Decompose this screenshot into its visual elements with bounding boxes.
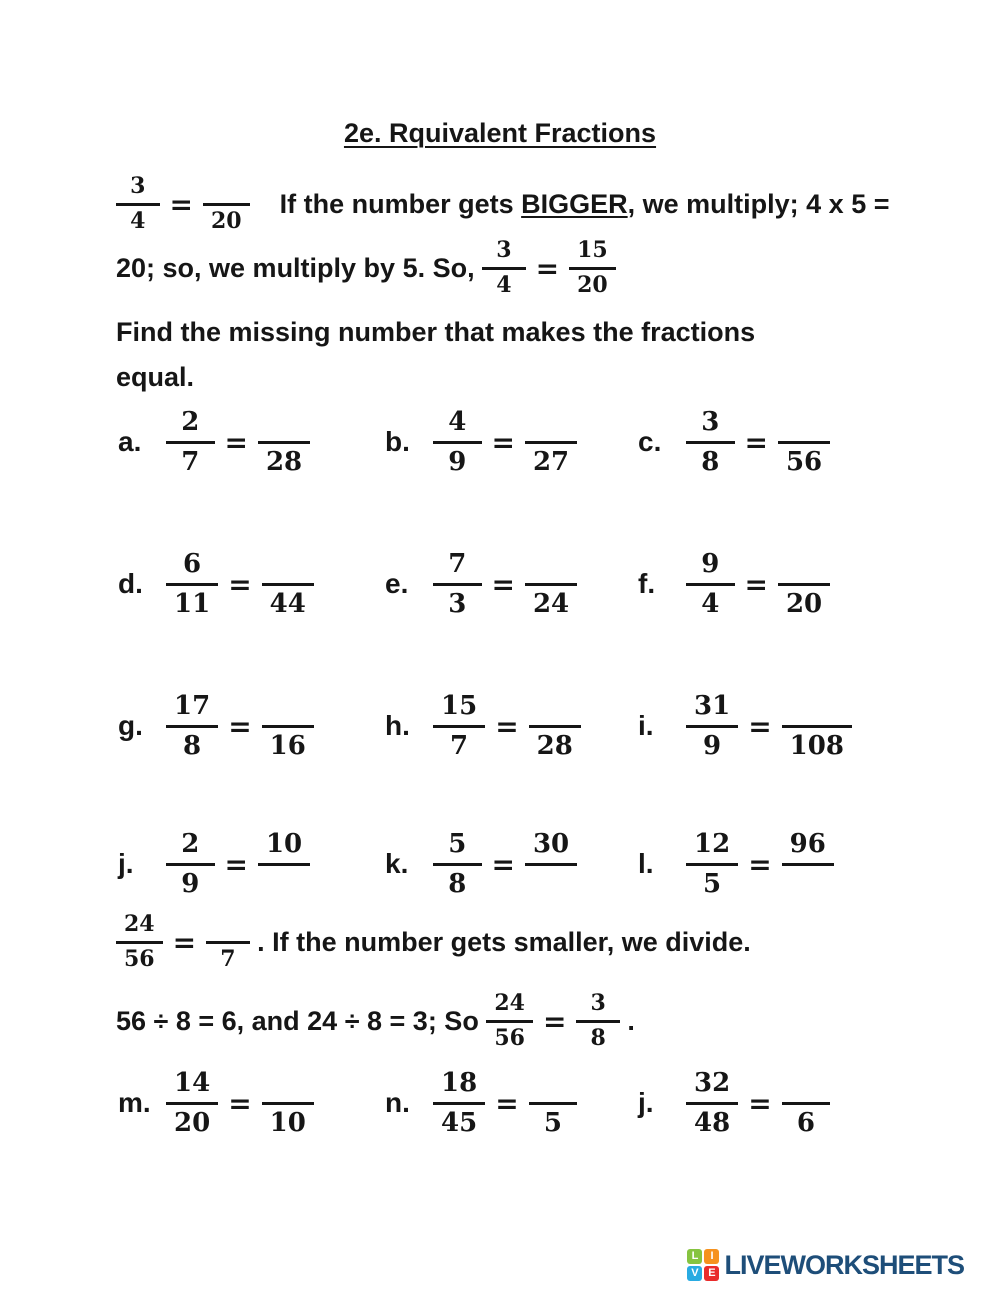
equals-sign: = bbox=[744, 567, 768, 601]
divide-result-right-denominator: 8 bbox=[590, 1024, 606, 1051]
answer-denominator: 6 bbox=[796, 1107, 815, 1138]
answer-fraction bbox=[262, 1068, 314, 1138]
equals-sign: = bbox=[172, 925, 197, 959]
problem-h bbox=[385, 691, 638, 761]
example-fraction bbox=[116, 174, 160, 235]
divide-line-2 bbox=[116, 991, 635, 1052]
given-fraction bbox=[433, 407, 482, 477]
given-fraction bbox=[686, 829, 738, 899]
given-fraction bbox=[166, 407, 215, 477]
given-fraction bbox=[433, 829, 482, 899]
intro-result-right-denominator: 20 bbox=[577, 271, 608, 298]
problem-m bbox=[118, 1068, 385, 1138]
divide-fraction bbox=[116, 912, 163, 973]
answer-fraction bbox=[262, 549, 314, 619]
answer-fraction bbox=[529, 1068, 578, 1138]
given-denominator: 8 bbox=[183, 730, 202, 761]
intro-result-fraction-left bbox=[482, 238, 526, 299]
given-denominator: 8 bbox=[448, 868, 467, 899]
divide-text-2-suffix: . bbox=[619, 1006, 635, 1037]
problems-row-5 bbox=[118, 1068, 980, 1138]
given-denominator: 9 bbox=[703, 730, 722, 761]
logo-tile-e: E bbox=[704, 1266, 719, 1281]
given-numerator: 5 bbox=[433, 829, 482, 866]
equals-sign: = bbox=[542, 1004, 567, 1038]
given-denominator: 11 bbox=[174, 588, 211, 619]
answer-denominator: 24 bbox=[532, 588, 570, 619]
problem-label: b. bbox=[385, 426, 410, 458]
answer-denominator: 28 bbox=[265, 446, 303, 477]
given-fraction bbox=[166, 549, 218, 619]
answer-blank-numerator[interactable] bbox=[778, 407, 830, 444]
problem-k bbox=[385, 829, 638, 899]
equals-sign: = bbox=[224, 847, 248, 881]
answer-denominator: 16 bbox=[269, 730, 306, 761]
instruction-line-2: equal. bbox=[116, 362, 195, 392]
equals-sign: = bbox=[535, 251, 560, 285]
intro-text-before-bigger: If the number gets bbox=[279, 189, 522, 220]
logo-tile-i: I bbox=[704, 1249, 719, 1264]
answer-numerator: 30 bbox=[525, 829, 577, 866]
divide-answer-blank[interactable] bbox=[206, 912, 250, 944]
answer-denominator: 20 bbox=[785, 588, 823, 619]
problem-label: f. bbox=[638, 568, 656, 600]
given-denominator: 20 bbox=[174, 1107, 211, 1138]
given-numerator: 14 bbox=[166, 1068, 218, 1105]
intro-line-2 bbox=[116, 238, 616, 299]
answer-numerator: 96 bbox=[782, 829, 834, 866]
problem-label: j. bbox=[118, 848, 134, 880]
page-title-text: 2e. Rquivalent Fractions bbox=[343, 118, 657, 148]
given-fraction bbox=[433, 549, 482, 619]
given-numerator: 3 bbox=[686, 407, 735, 444]
answer-fraction bbox=[258, 407, 310, 477]
given-numerator: 32 bbox=[686, 1068, 738, 1105]
answer-blank-numerator[interactable] bbox=[525, 549, 577, 586]
problem-label: h. bbox=[385, 710, 410, 742]
answer-blank-numerator[interactable] bbox=[529, 1068, 578, 1105]
problem-c bbox=[638, 407, 980, 477]
liveworksheets-tiles-icon bbox=[687, 1249, 719, 1281]
equals-sign: = bbox=[744, 425, 768, 459]
intro-text-1 bbox=[280, 188, 890, 220]
answer-fraction bbox=[782, 829, 834, 899]
liveworksheets-wordmark: LIVEWORKSHEETS bbox=[724, 1249, 964, 1280]
divide-answer-denominator: 7 bbox=[220, 945, 236, 972]
given-fraction bbox=[433, 691, 485, 761]
problem-label: g. bbox=[118, 710, 143, 742]
divide-text-1: . If the number gets smaller, we divide. bbox=[249, 927, 751, 958]
problem-l bbox=[638, 829, 980, 899]
answer-denominator: 108 bbox=[789, 730, 844, 761]
example-numerator: 3 bbox=[116, 174, 160, 206]
answer-fraction bbox=[529, 691, 581, 761]
problem-label: a. bbox=[118, 426, 142, 458]
answer-fraction bbox=[778, 549, 830, 619]
given-fraction bbox=[433, 1068, 485, 1138]
divide-line-1 bbox=[116, 912, 751, 973]
answer-blank-numerator[interactable] bbox=[782, 1068, 831, 1105]
problem-label: j. bbox=[638, 1087, 654, 1119]
answer-blank-denominator[interactable] bbox=[258, 866, 310, 900]
given-fraction bbox=[686, 407, 735, 477]
divide-result-left-denominator: 56 bbox=[494, 1024, 525, 1051]
answer-fraction bbox=[782, 691, 852, 761]
answer-blank-numerator[interactable] bbox=[262, 1068, 314, 1105]
answer-denominator: 56 bbox=[785, 446, 823, 477]
given-fraction bbox=[166, 829, 215, 899]
equals-sign: = bbox=[491, 567, 515, 601]
answer-blank-numerator[interactable] bbox=[778, 549, 830, 586]
answer-fraction bbox=[782, 1068, 831, 1138]
given-numerator: 6 bbox=[166, 549, 218, 586]
equals-sign: = bbox=[748, 1086, 772, 1120]
given-denominator: 8 bbox=[701, 446, 720, 477]
answer-fraction bbox=[258, 829, 310, 899]
intro-line-1 bbox=[116, 174, 889, 235]
given-denominator: 9 bbox=[181, 868, 200, 899]
logo-tile-l: L bbox=[687, 1249, 702, 1264]
equals-sign: = bbox=[748, 709, 772, 743]
problem-g bbox=[118, 691, 385, 761]
problem-n bbox=[385, 1068, 638, 1138]
given-numerator: 15 bbox=[433, 691, 485, 728]
divide-result-left-numerator: 24 bbox=[486, 991, 533, 1023]
equals-sign: = bbox=[228, 567, 252, 601]
problems-row-1 bbox=[118, 407, 980, 477]
bigger-word: BIGGER bbox=[521, 189, 628, 220]
problem-label: m. bbox=[118, 1087, 151, 1119]
given-denominator: 7 bbox=[181, 446, 200, 477]
given-numerator: 7 bbox=[433, 549, 482, 586]
problem-e bbox=[385, 549, 638, 619]
intro-result-left-denominator: 4 bbox=[496, 271, 512, 298]
divide-denominator: 56 bbox=[124, 945, 155, 972]
answer-blank-numerator[interactable] bbox=[262, 691, 314, 728]
divide-result-fraction-right bbox=[576, 991, 620, 1052]
answer-blank-numerator[interactable] bbox=[782, 691, 852, 728]
problem-b bbox=[385, 407, 638, 477]
intro-text-after-bigger: , we multiply; 4 x 5 = bbox=[627, 189, 890, 220]
given-fraction bbox=[686, 549, 735, 619]
given-denominator: 45 bbox=[441, 1107, 478, 1138]
problems-row-3 bbox=[118, 691, 980, 761]
answer-blank-numerator[interactable] bbox=[262, 549, 314, 586]
answer-blank-denominator[interactable] bbox=[525, 866, 577, 900]
problems-row-2 bbox=[118, 549, 980, 619]
problem-label: n. bbox=[385, 1087, 410, 1119]
intro-text-2: 20; so, we multiply by 5. So, bbox=[116, 253, 483, 284]
problems-row-4 bbox=[118, 829, 980, 899]
given-numerator: 4 bbox=[433, 407, 482, 444]
answer-denominator: 5 bbox=[543, 1107, 562, 1138]
liveworksheets-logo bbox=[687, 1249, 964, 1281]
given-numerator: 17 bbox=[166, 691, 218, 728]
problem-label: k. bbox=[385, 848, 409, 880]
problem-j bbox=[118, 829, 385, 899]
equals-sign: = bbox=[748, 847, 772, 881]
answer-fraction bbox=[525, 829, 577, 899]
problem-label: d. bbox=[118, 568, 143, 600]
example-answer-denominator: 20 bbox=[210, 207, 242, 234]
given-fraction bbox=[166, 691, 218, 761]
given-denominator: 5 bbox=[703, 868, 722, 899]
given-numerator: 18 bbox=[433, 1068, 485, 1105]
given-numerator: 31 bbox=[686, 691, 738, 728]
answer-fraction bbox=[525, 407, 577, 477]
problem-label: l. bbox=[638, 848, 654, 880]
instruction bbox=[116, 310, 755, 400]
divide-answer-fraction bbox=[206, 912, 250, 973]
problem-a bbox=[118, 407, 385, 477]
divide-result-right-numerator: 3 bbox=[576, 991, 620, 1023]
equals-sign: = bbox=[495, 709, 519, 743]
example-answer-blank[interactable] bbox=[203, 174, 250, 206]
given-denominator: 9 bbox=[448, 446, 467, 477]
intro-result-left-numerator: 3 bbox=[482, 238, 526, 270]
equals-sign: = bbox=[491, 847, 515, 881]
given-numerator: 9 bbox=[686, 549, 735, 586]
answer-blank-numerator[interactable] bbox=[529, 691, 581, 728]
equals-sign: = bbox=[224, 425, 248, 459]
divide-text-2: 56 ÷ 8 = 6, and 24 ÷ 8 = 3; So bbox=[116, 1006, 487, 1037]
given-fraction bbox=[686, 691, 738, 761]
example-denominator: 4 bbox=[130, 207, 146, 234]
problem-d bbox=[118, 549, 385, 619]
answer-denominator: 44 bbox=[269, 588, 306, 619]
problem-f bbox=[638, 549, 980, 619]
logo-tile-v: V bbox=[687, 1266, 702, 1281]
answer-numerator: 10 bbox=[258, 829, 310, 866]
answer-denominator: 27 bbox=[532, 446, 570, 477]
answer-denominator: 10 bbox=[269, 1107, 306, 1138]
problem-label: i. bbox=[638, 710, 654, 742]
equals-sign: = bbox=[228, 1086, 252, 1120]
given-fraction bbox=[686, 1068, 738, 1138]
answer-fraction bbox=[262, 691, 314, 761]
given-denominator: 3 bbox=[448, 588, 467, 619]
problem-i bbox=[638, 691, 980, 761]
given-numerator: 2 bbox=[166, 829, 215, 866]
divide-numerator: 24 bbox=[116, 912, 163, 944]
answer-denominator: 28 bbox=[536, 730, 573, 761]
problem-label: e. bbox=[385, 568, 409, 600]
answer-blank-denominator[interactable] bbox=[782, 866, 834, 900]
equals-sign: = bbox=[491, 425, 515, 459]
answer-blank-numerator[interactable] bbox=[258, 407, 310, 444]
given-fraction bbox=[166, 1068, 218, 1138]
intro-result-right-numerator: 15 bbox=[569, 238, 616, 270]
answer-blank-numerator[interactable] bbox=[525, 407, 577, 444]
problem-j2 bbox=[638, 1068, 980, 1138]
answer-fraction bbox=[525, 549, 577, 619]
answer-fraction bbox=[778, 407, 830, 477]
example-answer-fraction bbox=[203, 174, 250, 235]
instruction-line-1: Find the missing number that makes the fractions bbox=[116, 317, 756, 347]
given-denominator: 48 bbox=[694, 1107, 731, 1138]
equals-sign: = bbox=[169, 187, 193, 221]
equals-sign: = bbox=[495, 1086, 519, 1120]
given-numerator: 2 bbox=[166, 407, 215, 444]
equals-sign: = bbox=[228, 709, 252, 743]
page-title bbox=[0, 118, 1000, 149]
problem-label: c. bbox=[638, 426, 662, 458]
divide-result-fraction-left bbox=[486, 991, 533, 1052]
given-denominator: 7 bbox=[450, 730, 469, 761]
given-numerator: 12 bbox=[686, 829, 738, 866]
given-denominator: 4 bbox=[701, 588, 720, 619]
intro-result-fraction-right bbox=[569, 238, 616, 299]
